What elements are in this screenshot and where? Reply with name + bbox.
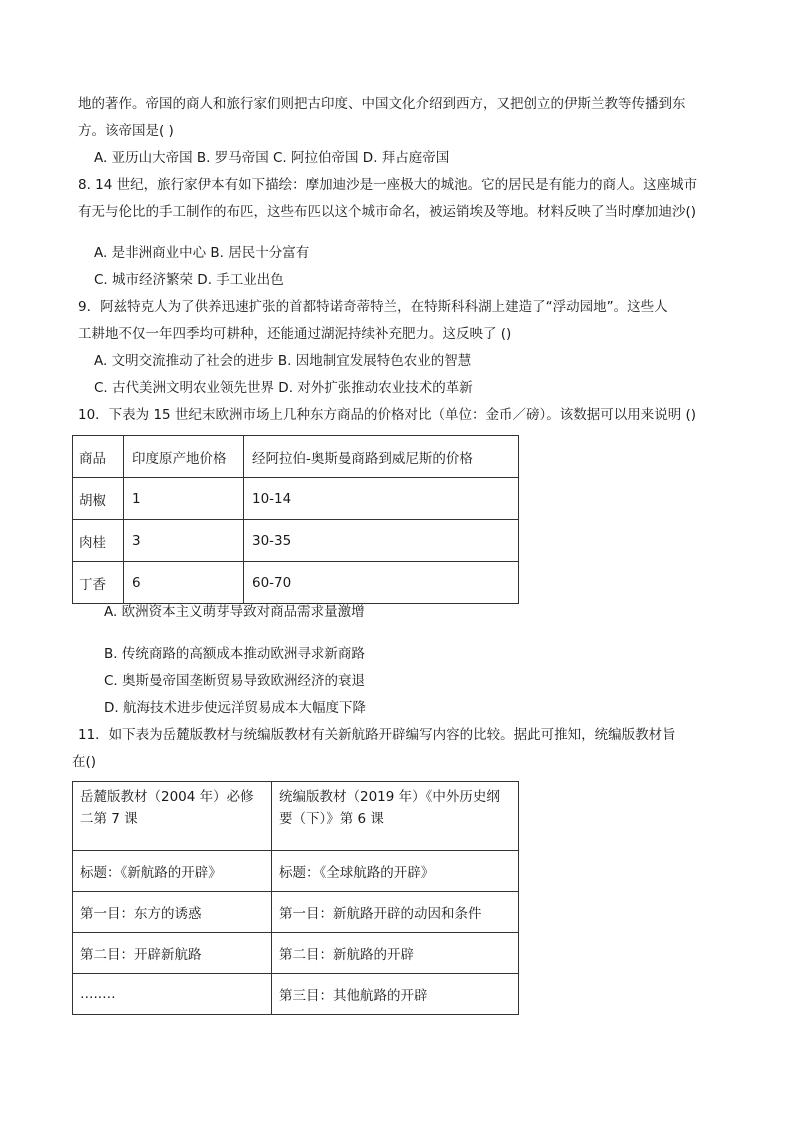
q11-stem-line2: 在() bbox=[72, 754, 97, 770]
table-row bbox=[73, 520, 519, 562]
header-cell: 岳麓版教材（2004 年）必修二第 7 课 bbox=[73, 782, 272, 851]
q10-option-c: C. 奥斯曼帝国垄断贸易导致欧洲经济的衰退 bbox=[104, 673, 366, 689]
q9-options-cd: C. 古代美洲文明农业领先世界 D. 对外扩张推动农业技术的革新 bbox=[94, 380, 473, 396]
table-row bbox=[73, 933, 519, 974]
price-comparison-table bbox=[72, 435, 519, 604]
q8-options-cd: C. 城市经济繁荣 D. 手工业出色 bbox=[94, 272, 284, 288]
table-cell: 第三目：其他航路的开辟 bbox=[272, 974, 519, 1015]
table-row bbox=[73, 562, 519, 604]
table-header-row bbox=[73, 782, 519, 851]
q10-option-a: A. 欧洲资本主义萌芽导致对商品需求量激增 bbox=[104, 604, 365, 620]
q9-options-ab: A. 文明交流推动了社会的进步 B. 因地制宜发展特色农业的智慧 bbox=[94, 353, 472, 369]
table-cell: 肉桂 bbox=[73, 520, 124, 562]
table-cell: 第二目：开辟新航路 bbox=[73, 933, 272, 974]
q11-stem-line1: 11．如下表为岳麓版教材与统编版教材有关新航路开辟编写内容的比较。据此可推知，统编版教材旨 bbox=[78, 727, 676, 743]
textbook-comparison-table bbox=[72, 781, 519, 1015]
table-cell: 丁香 bbox=[73, 562, 124, 604]
table-header-row bbox=[73, 436, 519, 478]
q9-stem-line2: 工耕地不仅一年四季均可耕种，还能通过湖泥持续补充肥力。这反映了 () bbox=[78, 326, 512, 342]
table-row bbox=[73, 892, 519, 933]
q8-options-ab: A. 是非洲商业中心 B. 居民十分富有 bbox=[94, 245, 310, 261]
q7-stem-line1: 地的著作。帝国的商人和旅行家们则把古印度、中国文化介绍到西方，又把创立的伊斯兰教等传播到东 bbox=[78, 96, 686, 112]
table-row bbox=[73, 974, 519, 1015]
header-cell: 印度原产地价格 bbox=[124, 436, 244, 478]
header-cell: 经阿拉伯-奥斯曼商路到威尼斯的价格 bbox=[244, 436, 519, 478]
table-cell: 第二目：新航路的开辟 bbox=[272, 933, 519, 974]
table-cell: …..… bbox=[73, 974, 272, 1015]
table-cell: 10-14 bbox=[244, 478, 519, 520]
table-cell: 标题：《全球航路的开辟》 bbox=[272, 851, 519, 892]
table-cell: 第一目：新航路开辟的动因和条件 bbox=[272, 892, 519, 933]
q7-stem-line2: 方。该帝国是( ) bbox=[78, 123, 174, 139]
table-row bbox=[73, 851, 519, 892]
header-cell: 商品 bbox=[73, 436, 124, 478]
header-cell: 统编版教材（2019 年）《中外历史纲要（下）》第 6 课 bbox=[272, 782, 519, 851]
table-cell: 标题：《新航路的开辟》 bbox=[73, 851, 272, 892]
q9-stem-line1: 9．阿兹特克人为了供养迅速扩张的首都特诺奇蒂特兰，在特斯科科湖上建造了“浮动园地”。这些人 bbox=[78, 299, 668, 315]
q10-stem: 10．下表为 15 世纪末欧洲市场上几种东方商品的价格对比（单位：金币／磅）。该数据可以用来说明 () bbox=[78, 407, 697, 423]
table-cell: 6 bbox=[124, 562, 244, 604]
table-cell: 1 bbox=[124, 478, 244, 520]
table-cell: 胡椒 bbox=[73, 478, 124, 520]
q7-options: A. 亚历山大帝国 B. 罗马帝国 C. 阿拉伯帝国 D. 拜占庭帝国 bbox=[94, 150, 450, 166]
table-cell: 60-70 bbox=[244, 562, 519, 604]
table-cell: 第一目：东方的诱惑 bbox=[73, 892, 272, 933]
q10-option-d: D. 航海技术进步使远洋贸易成本大幅度下降 bbox=[104, 700, 366, 716]
q8-stem-line1: 8. 14 世纪，旅行家伊本有如下描绘：摩加迪沙是一座极大的城池。它的居民是有能力的商人。这座城市 bbox=[78, 177, 698, 193]
q10-option-b: B. 传统商路的高额成本推动欧洲寻求新商路 bbox=[104, 646, 365, 662]
table-row bbox=[73, 478, 519, 520]
q8-stem-line2: 有无与伦比的手工制作的布匹，这些布匹以这个城市命名，被运销埃及等地。材料反映了当时摩加迪沙() bbox=[78, 204, 697, 220]
table-cell: 3 bbox=[124, 520, 244, 562]
table-cell: 30-35 bbox=[244, 520, 519, 562]
